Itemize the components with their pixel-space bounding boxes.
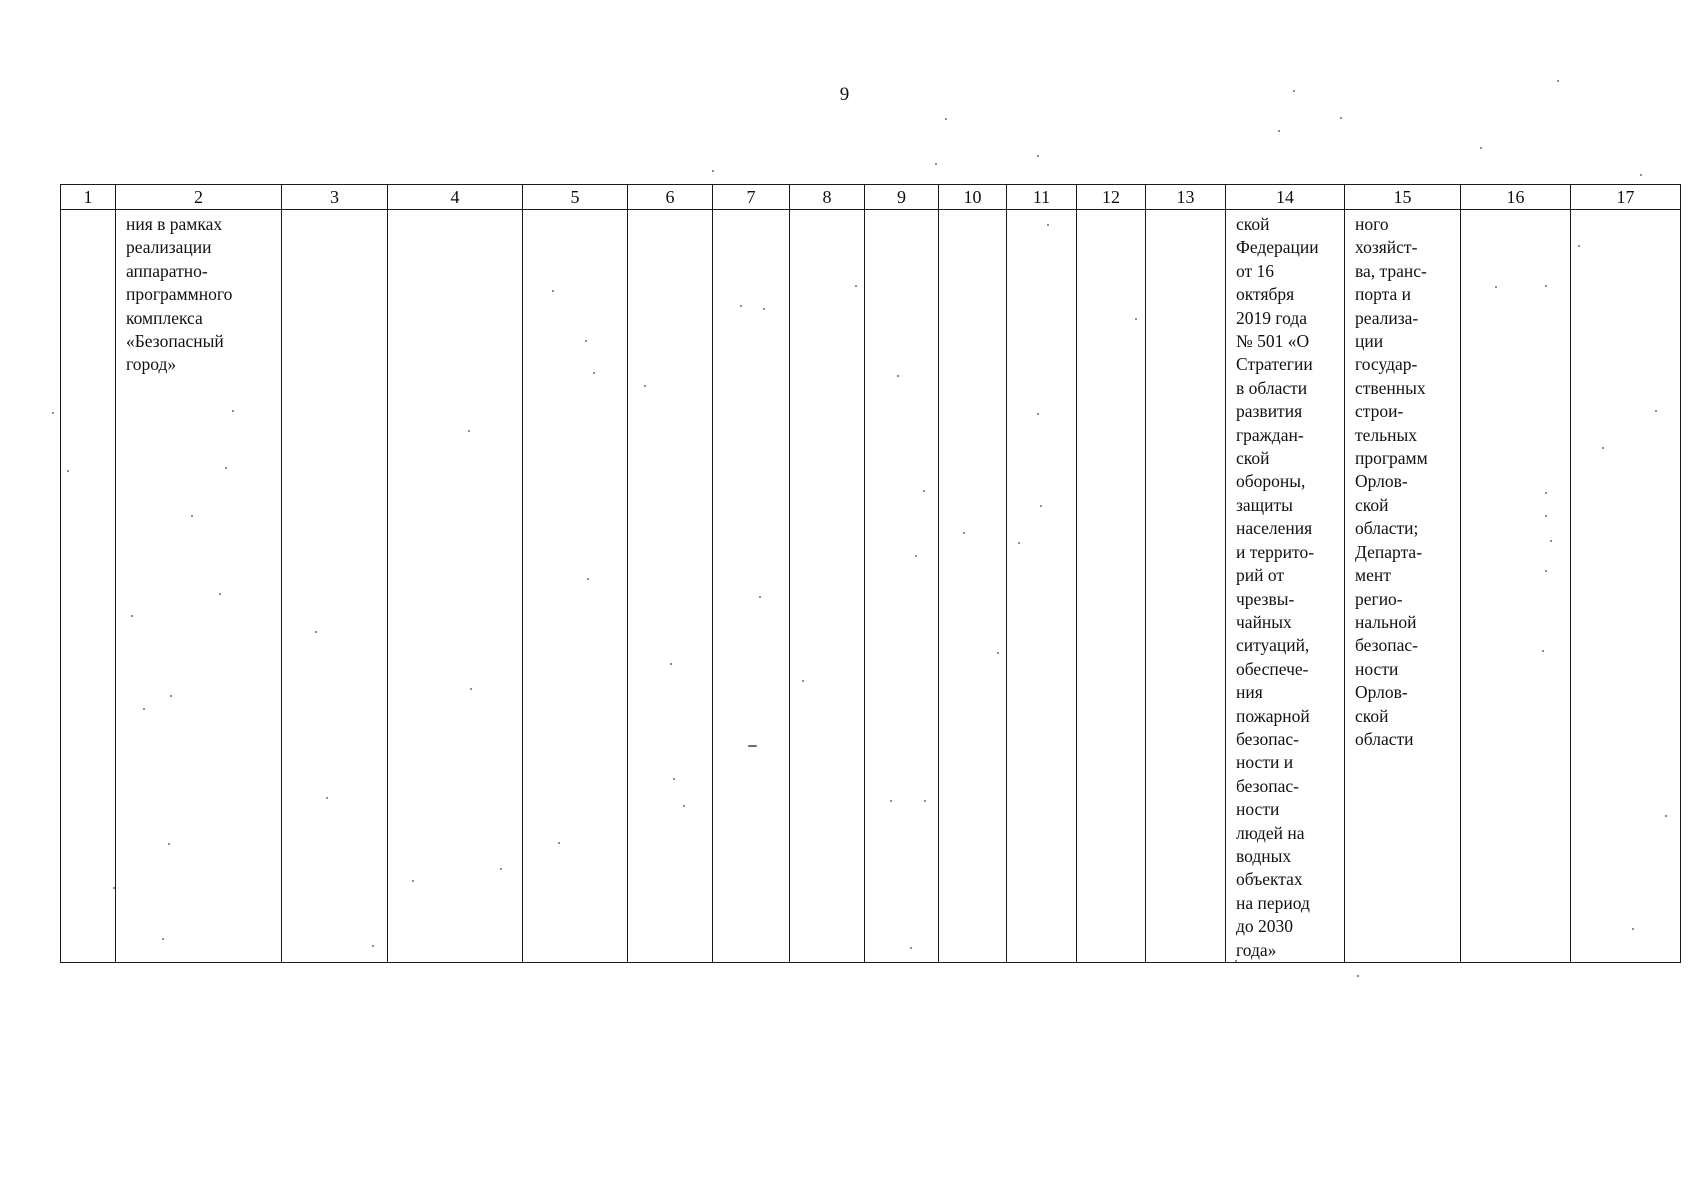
scan-speck [168,843,170,845]
scan-speck [1655,410,1657,412]
scan-speck [1135,318,1137,320]
scan-speck [1340,117,1342,119]
column-header: 3 [282,185,388,210]
column-header: 17 [1571,185,1681,210]
scan-speck [763,308,765,310]
scan-speck [587,578,589,580]
column-header: 7 [713,185,790,210]
scan-speck [326,797,328,799]
column-header: 4 [388,185,523,210]
scan-speck [372,945,374,947]
column-header: 10 [939,185,1007,210]
scan-speck [997,652,999,654]
table-cell: ния в рамках реализации аппаратно- программного комплекса «Безопасный город» [116,210,282,963]
scan-speck [910,947,912,949]
scan-speck [897,375,899,377]
scan-speck [945,118,947,120]
scan-speck [683,805,685,807]
table-cell [523,210,628,963]
scan-speck [500,868,502,870]
scan-speck [924,800,926,802]
column-header: 15 [1345,185,1461,210]
scan-speck [315,631,317,633]
column-header: 12 [1077,185,1146,210]
table-cell [282,210,388,963]
column-header: 8 [790,185,865,210]
scan-speck [759,596,761,598]
scan-speck [1545,570,1547,572]
scan-speck [113,887,115,889]
table-cell [865,210,939,963]
scan-speck [1293,90,1295,92]
scan-speck [191,515,193,517]
scan-speck [802,680,804,682]
scan-speck [143,708,145,710]
scan-speck [131,615,133,617]
scan-speck [232,410,234,412]
scan-speck [67,470,69,472]
column-header: 13 [1146,185,1226,210]
scan-speck [558,842,560,844]
scan-speck [1665,815,1667,817]
scan-speck [923,490,925,492]
column-header: 11 [1007,185,1077,210]
scan-speck [1357,975,1359,977]
scan-speck [644,385,646,387]
scan-speck [915,555,917,557]
column-header: 9 [865,185,939,210]
scan-speck [740,305,742,307]
scan-speck [225,467,227,469]
scan-speck [1557,80,1559,82]
scan-speck [1640,174,1642,176]
scan-speck [1037,413,1039,415]
scan-speck [1037,155,1039,157]
scan-speck [593,372,595,374]
scan-speck [712,170,714,172]
scan-speck [1545,515,1547,517]
table-cell: ской Федерации от 16 октября 2019 года № 501 «О Стратегии в области развития граждан- ской обороны, защиты населения и террито- рий от чрезвы- чайных ситуаций, обеспече- ния пожарной безопас- ности и безопас- ности людей на водных объектах на период до 2030 года» [1226,210,1345,963]
scan-speck [1602,447,1604,449]
column-header: 5 [523,185,628,210]
table-cell [1077,210,1146,963]
scan-speck [219,593,221,595]
scan-speck [585,340,587,342]
scan-speck [162,938,164,940]
scan-speck [963,532,965,534]
scan-speck [890,800,892,802]
scan-speck [748,745,757,747]
scan-speck [1545,492,1547,494]
column-header: 14 [1226,185,1345,210]
scan-speck [470,688,472,690]
scan-speck [1040,505,1042,507]
scan-speck [170,695,172,697]
column-header: 2 [116,185,282,210]
scan-speck [1545,285,1547,287]
table-cell [939,210,1007,963]
scan-speck [1235,960,1237,962]
column-header: 1 [61,185,116,210]
scan-speck [1578,245,1580,247]
page-number: 9 [839,84,850,105]
column-header: 6 [628,185,713,210]
scan-speck [52,412,54,414]
scan-speck [1550,540,1552,542]
table-row [61,210,1681,963]
table-cell [713,210,790,963]
scan-speck [673,778,675,780]
table-cell [61,210,116,963]
scan-speck [552,290,554,292]
table-cell: ного хозяйст- ва, транс- порта и реализа- ции государ- ственных строи- тельных программ Орлов- ской области; Департа- мент регио- нальной безопас- ности Орлов- ской области [1345,210,1461,963]
table-cell [1461,210,1571,963]
table-cell [628,210,713,963]
scan-speck [468,430,470,432]
header-row [61,185,1681,210]
table-cell [1007,210,1077,963]
scan-speck [1018,542,1020,544]
scan-speck [935,163,937,165]
scan-speck [1542,650,1544,652]
scan-speck [670,663,672,665]
scan-speck [1047,224,1049,226]
scan-speck [1278,130,1280,132]
table-cell [1146,210,1226,963]
table-cell [1571,210,1681,963]
scan-speck [1480,147,1482,149]
scan-speck [1632,928,1634,930]
scan-speck [412,880,414,882]
column-header: 16 [1461,185,1571,210]
scan-speck [1495,286,1497,288]
data-table [60,184,1681,963]
table-cell [388,210,523,963]
scan-speck [855,285,857,287]
table-cell [790,210,865,963]
